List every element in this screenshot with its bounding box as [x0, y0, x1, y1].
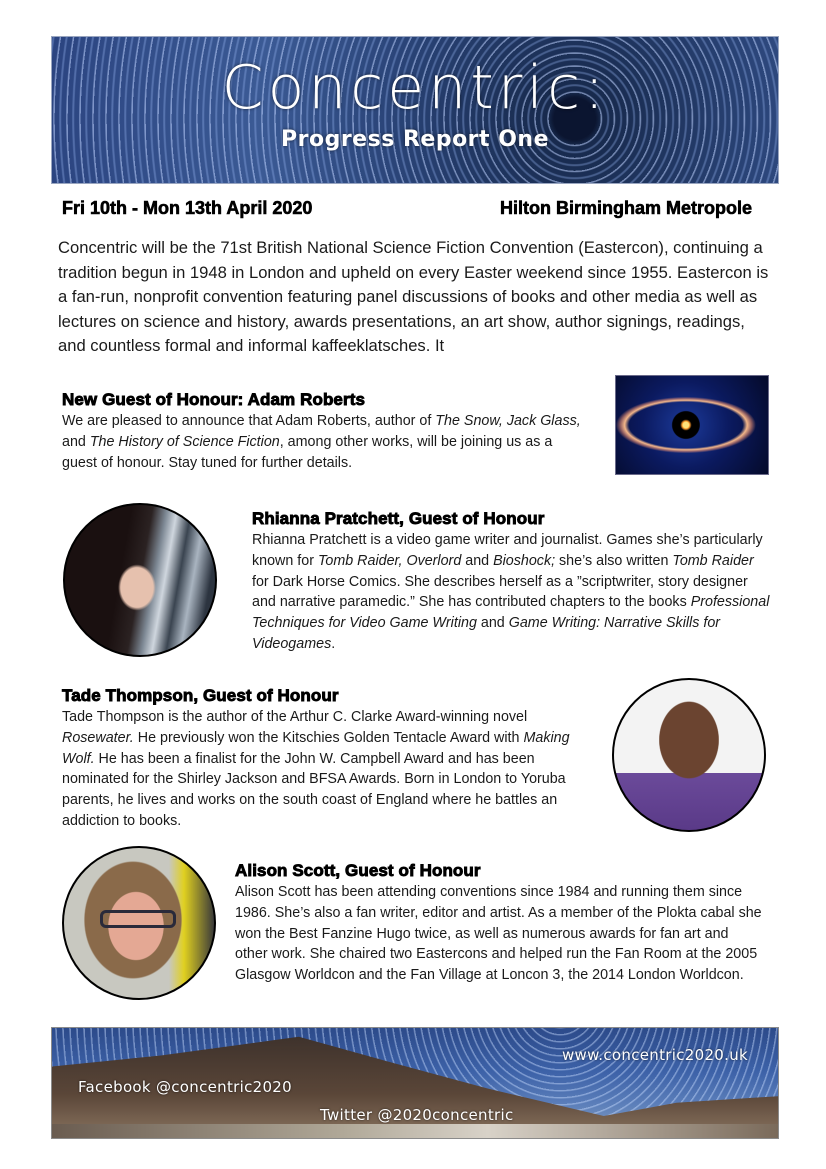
section-heading: Alison Scott, Guest of Honour: [235, 861, 481, 880]
book-title: Game Writing: Narrative Skills for Videogames: [252, 615, 721, 652]
rhianna-portrait: [63, 503, 217, 657]
section-heading: New Guest of Honour: Adam Roberts: [62, 390, 366, 409]
footer-banner: [51, 1027, 779, 1139]
text: He has been a finalist for the John W. Campbell Award and has been nominated for the Shirley Jackson and BFSA Awards. Born in London to Yoruba parents, he lives and works on the south coast of England where he battles an addiction to books.: [62, 750, 566, 829]
section-body: [62, 707, 592, 832]
text: and: [461, 552, 494, 569]
book-title: Professional Techniques for Video Game Writing: [252, 594, 770, 632]
text: We are pleased to announce that Adam Roberts, author of: [62, 413, 436, 429]
website-link[interactable]: www.concentric2020.uk: [561, 1046, 748, 1064]
glasses-detail: [100, 910, 176, 928]
section-heading: Tade Thompson, Guest of Honour: [62, 686, 339, 705]
event-dates: Fri 10th - Mon 13th April 2020: [62, 198, 313, 218]
book-title: The History of Science Fiction: [89, 433, 280, 450]
text: for Dark Horse Comics. She describes herself as a ”scriptwriter, story designer and narrative paramedic.” She has contributed chapters to the books: [252, 573, 748, 611]
section-alison-scott: [235, 860, 765, 986]
facebook-handle[interactable]: Facebook @concentric2020: [78, 1078, 292, 1096]
section-body: Alison Scott has been attending conventions since 1984 and running them since 1986. She’s also a fan writer, editor and artist. As a member of the Plokta cabal she won the Best Fanzine Hugo twice, as well as numerous awards for fan art and other work. She chaired two Eastercons and helped run the Fan Room at the 2005 Glasgow Worldcon and the Fan Village at Loncon 3, the 2014 London Worldcon.: [235, 884, 762, 984]
text: He previously won the Kitschies Golden Tentacle Award with: [133, 729, 524, 746]
section-heading: Rhianna Pratchett, Guest of Honour: [252, 509, 545, 528]
page-title: Concentric:: [221, 53, 609, 123]
section-body: [252, 530, 772, 655]
text: and: [476, 615, 509, 632]
comic-title: Tomb Raider: [672, 552, 754, 569]
tade-portrait: [612, 678, 766, 832]
event-info-row: [62, 198, 752, 224]
text: .: [331, 635, 336, 652]
text: and: [62, 433, 90, 450]
text: she’s also written: [555, 552, 673, 569]
section-adam-roberts: [62, 389, 582, 473]
event-venue: Hilton Birmingham Metropole: [500, 198, 752, 218]
intro-paragraph: Concentric will be the 71st British National Science Fiction Convention (Eastercon), continuing a tradition begun in 1948 in London and upheld on every Easter weekend since 1955. Eastercon is a fan-run, nonprofit convention featuring panel discussions of books and other media as well as lectures on science and history, awards presentations, an art show, author signings, readings, and countless formal and informal kaffeeklatsches. It: [58, 238, 769, 355]
section-body: [62, 411, 582, 473]
comet-ring-image: [615, 375, 769, 475]
text: Tade Thompson is the author of the Arthur C. Clarke Award-winning novel: [62, 709, 528, 725]
header-banner: [51, 36, 779, 184]
twitter-handle[interactable]: Twitter @2020concentric: [320, 1106, 514, 1124]
book-title: Making Wolf.: [62, 729, 570, 767]
section-tade-thompson: [62, 685, 592, 832]
alison-portrait: [62, 846, 216, 1000]
section-rhianna-pratchett: [252, 508, 772, 655]
game-title: Bioshock;: [493, 552, 556, 569]
book-title: Rosewater.: [62, 729, 134, 746]
text: , among other works, will be joining us as a guest of honour. Stay tuned for further details.: [62, 433, 553, 471]
book-title: The Snow, Jack Glass,: [435, 413, 581, 429]
lake-reflection: [52, 1124, 778, 1138]
game-title: Tomb Raider, Overlord: [317, 552, 462, 569]
text: Rhianna Pratchett is a video game writer and journalist. Games she’s particularly known for: [252, 532, 763, 569]
page-subtitle: Progress Report One: [281, 127, 549, 152]
